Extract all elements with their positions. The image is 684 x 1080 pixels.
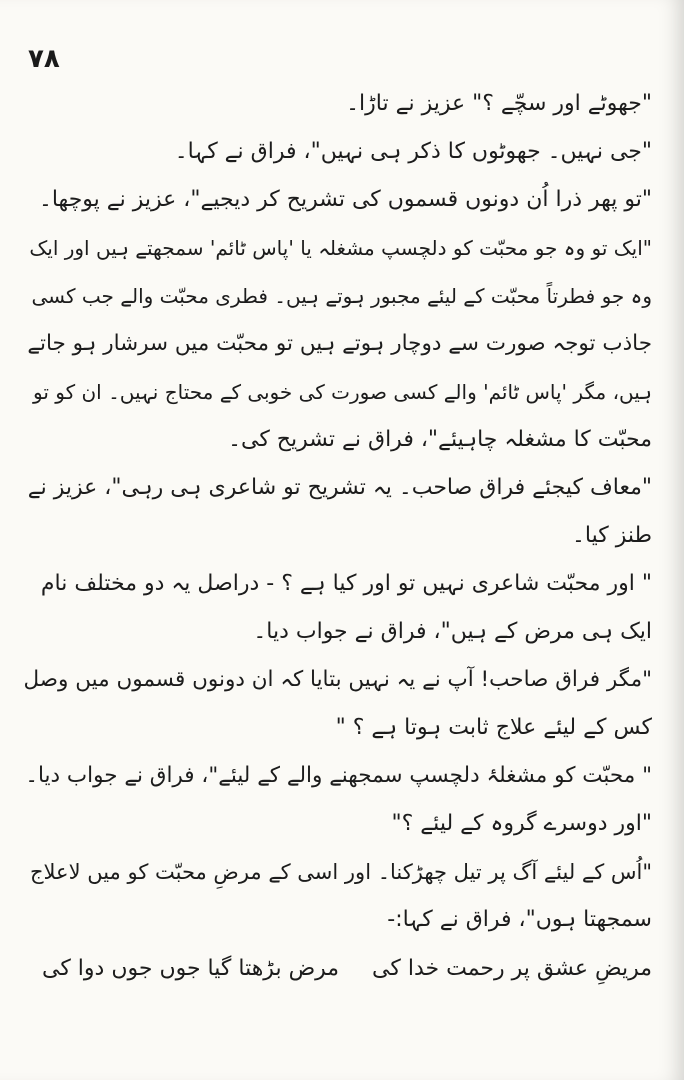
text-line: سمجھتا ہوں"، فراق نے کہا:- bbox=[387, 907, 652, 932]
text-line: ہیں، مگر 'پاس ٹائم' والے کسی صورت کی خوبی کے محتاج نہیں۔ ان کو تو bbox=[33, 380, 652, 404]
text-line: " محبّت کو مشغلۂ دلچسپ سمجھنے والے کے لیئے"، فراق نے جواب دیا۔ bbox=[25, 763, 652, 788]
text-line: طنز کیا۔ bbox=[572, 523, 652, 548]
text-line: " اور محبّت شاعری نہیں تو اور کیا ہے ؟ - دراصل یہ دو مختلف نام bbox=[40, 571, 652, 596]
text-line: "اور دوسرے گروہ کے لیئے ؟" bbox=[391, 811, 652, 836]
couplet-first-hemistich: مریضِ عشق پر رحمت خدا کی bbox=[372, 956, 652, 981]
text-line: کس کے لیئے علاج ثابت ہوتا ہے ؟ " bbox=[335, 715, 652, 740]
text-line: جاذب توجہ صورت سے دوچار ہوتے ہیں تو محبّت میں سرشار ہو جاتے bbox=[27, 331, 652, 356]
couplet-second-hemistich: مرض بڑھتا گیا جوں جوں دوا کی bbox=[42, 956, 340, 981]
text-line: "معاف کیجئے فراق صاحب۔ یہ تشریح تو شاعری ہی رہی"، عزیز نے bbox=[27, 475, 652, 500]
verse-couplet bbox=[22, 947, 652, 991]
text-line: محبّت کا مشغلہ چاہیئے"، فراق نے تشریح کی۔ bbox=[228, 427, 652, 452]
page-number: ۷۸ bbox=[28, 44, 60, 74]
text-line: "ایک تو وہ جو محبّت کو دلچسپ مشغلہ یا 'پاس ٹائم' سمجھتے ہیں اور ایک bbox=[29, 236, 652, 260]
text-line: "مگر فراق صاحب! آپ نے یہ نہیں بتایا کہ ان دونوں قسموں میں وصل bbox=[23, 667, 652, 692]
text-line: "تو پھر ذرا اُن دونوں قسموں کی تشریح کر دیجیے"، عزیز نے پوچھا۔ bbox=[38, 187, 652, 212]
text-line: "جھوٹے اور سچّے ؟" عزیز نے تاڑا۔ bbox=[346, 91, 652, 116]
text-line: وہ جو فطرتاً محبّت کے لیئے مجبور ہوتے ہیں۔ فطری محبّت والے جب کسی bbox=[31, 284, 652, 308]
text-line: "اُس کے لیئے آگ پر تیل چھڑکنا۔ اور اسی کے مرضِ محبّت کو میں لاعلاج bbox=[29, 860, 652, 884]
text-line: "جی نہیں۔ جھوٹوں کا ذکر ہی نہیں"، فراق نے کہا۔ bbox=[174, 139, 652, 164]
text-line: ایک ہی مرض کے ہیں"، فراق نے جواب دیا۔ bbox=[253, 619, 652, 644]
